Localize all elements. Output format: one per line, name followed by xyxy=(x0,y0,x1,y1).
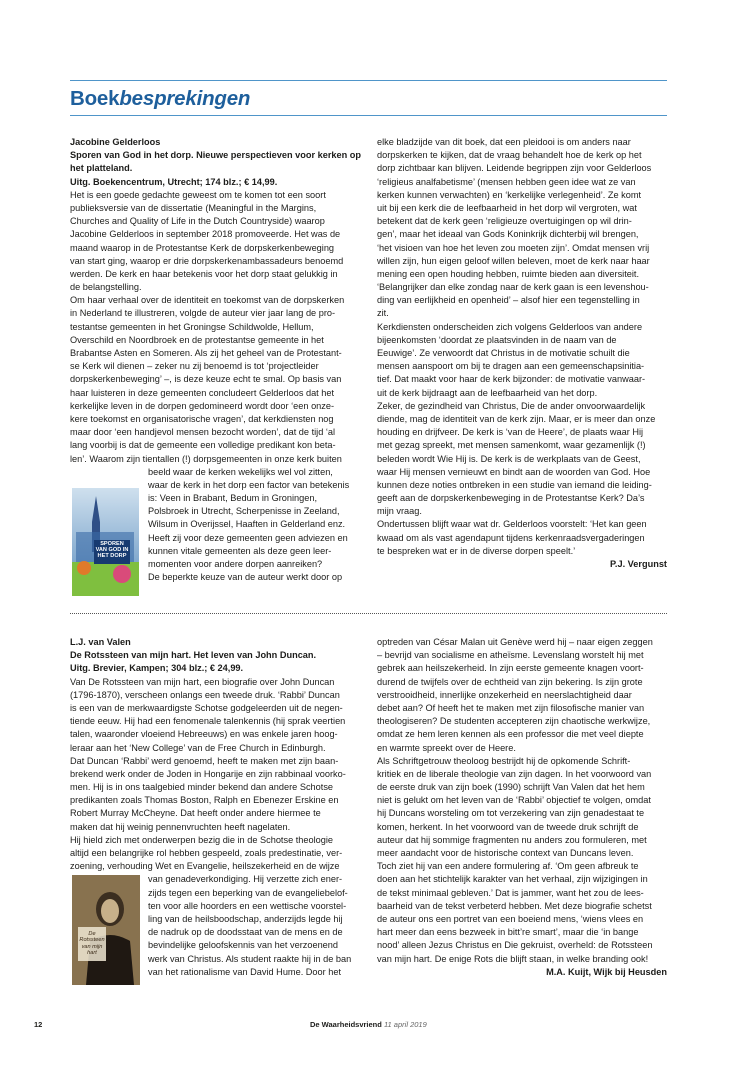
text-line: te bespreken wat er in de diverse dorpen speelt.’ xyxy=(377,545,576,556)
text-line: Brabantse Asten en Someren. Als zij het geheel van de Protestant- xyxy=(70,348,342,358)
text-line: Als Schriftgetrouw theoloog bestrijdt hij de opkomende Schrift- xyxy=(377,755,631,766)
text-line: altijd een belangrijke rol hebben gespeeld, zoals predestinatie, ver- xyxy=(70,848,343,858)
text-line: Wilsum in Overijssel, Haaften in Gelderland enz. xyxy=(148,519,346,530)
review2-cover-art xyxy=(72,875,140,985)
text-line: houding en drijfveer. De kerk is ‘van de Heere’, de plaats waar Hij xyxy=(377,427,644,438)
text-line: de tekst minimaal gebleven.’ Dat is jammer, want het zou de lees- xyxy=(377,887,644,898)
text-line: L.J. van Valen xyxy=(70,637,131,647)
text-line: gebrek aan heilszekerheid. In zijn eerste gemeente knagen voort- xyxy=(377,663,644,674)
text-line: dorpskerken te kijken, dat de vraag behandelt hoe de kerk op het xyxy=(377,150,642,161)
text-line: optreden van César Malan uit Genève werd hij – naar eigen zeggen xyxy=(377,637,653,647)
header-rule-bottom xyxy=(70,115,667,116)
text-line: werk van Christus. Als student raakte hij in de ban xyxy=(148,953,352,964)
text-line: uit de kerk bijdraagt aan de leefbaarheid van het dorp. xyxy=(377,387,598,398)
text-line: men. Hij is in ons taalgebied minder bekend dan andere Schotse xyxy=(70,782,334,793)
review2-book-cover xyxy=(72,875,140,985)
text-line: nood’ alleen Jezus Christus en Die gekruist, overheld: de Rotssteen xyxy=(377,940,653,951)
text-line: Polsbroek in Utrecht, Scherpenisse in Zeeland, xyxy=(148,506,340,517)
text-line: talen, waaronder vloeiend Hebreeuws) en was enkele jaren hoog- xyxy=(70,729,338,740)
text-line: Toch ziet hij van een andere formulering af. ‘Om geen afbreuk te xyxy=(377,861,639,872)
text-line: van start ging, waarop er drie dorpskerkenambassadeurs benoemd xyxy=(70,255,344,266)
text-line: ‘Belangrijker dan elke zondag naar de kerk gaan is een levenshou- xyxy=(377,282,649,293)
text-line: ding van eerlijkheid en openheid’ – alsof hier een tegenstelling in xyxy=(377,295,640,306)
text-line: kerken kunnen verwachten) en ‘kerkelijke verlegenheid’. Ze komt xyxy=(377,189,642,200)
text-line: in Nederland te illustreren, volgde de auteur vier jaar lang de pro- xyxy=(70,308,336,319)
text-line: bevindelijke geloofskennis van het verzoenend xyxy=(148,940,339,951)
text-line: geeft aan de dorpskerkenbeweging in de Protestantse Kerk? Da’s xyxy=(377,493,645,504)
text-line: het platteland. xyxy=(70,163,133,174)
review1-column-right xyxy=(377,136,667,571)
text-line: hart meer dan eens bezweek in bitt’re smart’, maar die ‘in bange xyxy=(377,927,639,938)
text-line: en warmte spreekt over de Heere. xyxy=(377,742,516,753)
text-line: brekend werk onder de Joden in Hongarije en zijn rabbinaal voorko- xyxy=(70,768,346,779)
text-line: M.A. Kuijt, Wijk bij Heusden xyxy=(546,966,667,977)
text-line: Ondertussen blijft waar wat dr. Gelderloos voorstelt: ‘Het kan geen xyxy=(377,519,647,530)
text-line: gen’, maar het ideaal van Gods Koninkrijk dichterbij wil brengen, xyxy=(377,229,639,240)
text-line: is: Veen in Brabant, Bedum in Groningen, xyxy=(148,493,318,504)
text-line: Van De Rotssteen van mijn hart, een biografie over John Duncan xyxy=(70,676,335,687)
text-line: Zeker, de gezindheid van Christus, Die de ander onvoorwaardelijk xyxy=(377,400,646,411)
section-divider xyxy=(70,613,667,614)
text-line: testantse gemeenten in het Groningse Schildwolde, Hellum, xyxy=(70,321,314,332)
text-line: lang voorbij is dat de gemeente een volledige predikant kon beta- xyxy=(70,440,336,451)
text-line: elke bladzijde van dit boek, dat een pleidooi is om anders naar xyxy=(377,137,631,147)
text-line: bijeenkomsten ‘doordat ze plaatsvinden in de naam van de xyxy=(377,334,617,345)
text-line: kere toekomst en organisatorische vragen’, dat kerkdiensten nog xyxy=(70,413,334,424)
text-line: Robert Murray McCheyne. Dat heeft onder andere hiermee te xyxy=(70,808,321,819)
text-line: Eeuwige’. Ze verwoordt dat Christus in de motivatie schuilt die xyxy=(377,348,630,358)
text-line: mensen aanspoort om bij te dragen aan een gemeenschapsinitia- xyxy=(377,361,645,372)
text-line: haar luisteren in deze gemeenten concludeert Gelderloos dat het xyxy=(70,387,335,398)
text-line: de auteur ons een portret van een boeiend mens, ‘wiens vlees en xyxy=(377,913,644,924)
text-line: omdat ze hem leren kennen als een professor die met veel diepte xyxy=(377,729,644,740)
page-number: 12 xyxy=(34,1020,43,1029)
text-line: Overschild en Noordbroek en de protestantse gemeente in het xyxy=(70,334,324,345)
text-line: len’. Waarom zijn tientallen (!) dorpsgemeenten in onze kerk buiten xyxy=(70,453,342,464)
publication-name: De Waarheidsvriend xyxy=(310,1020,382,1029)
text-line: Dat Duncan ‘Rabbi’ werd genoemd, heeft te maken met zijn baan- xyxy=(70,755,339,766)
text-line: Jacobine Gelderloos xyxy=(70,137,161,147)
text-line: betekent dat de kerk geen ‘religieuze overtuigingen op wil drin- xyxy=(377,216,632,227)
text-line: van mijn hart. De enige Rots die blijft staan, in welke branding ook! xyxy=(377,953,649,964)
text-line: ‘het visioen van hoe het leven zou moeten zijn’. Omdat mensen vrij xyxy=(377,242,650,253)
review1-cover-title: SPOREN VAN GOD IN HET DORP xyxy=(95,541,129,560)
text-line: predikanten zoals Thomas Boston, Ralph en Ebenezer Erskine en xyxy=(70,795,339,806)
text-line: De Rotssteen van mijn hart. Het leven van John Duncan. xyxy=(70,650,317,661)
text-line: dorp zichtbaar kan blijven. Leidende begrippen zijn voor Gelderloos xyxy=(377,163,652,174)
text-line: doen aan het stichtelijk karakter van het verhaal, zijn wijzigingen in xyxy=(377,874,648,885)
text-line: publieksversie van de dissertatie (Meaningful in the Margins, xyxy=(70,202,317,213)
text-line: mening een open houding hebben, ruimte bieden aan diversiteit. xyxy=(377,268,640,279)
text-line: de belangstelling. xyxy=(70,282,142,293)
text-line: De beperkte keuze van de auteur werkt door op xyxy=(148,572,343,583)
text-line: zit. xyxy=(377,308,389,319)
text-line: dorpskerkenbeweging’ –, is deze keuze echt te smal. Op basis van xyxy=(70,374,342,385)
text-line: komen, herkent. In het voorwoord van de tweede druk schrijft de xyxy=(377,821,639,832)
text-line: waar de kerk in het dorp een factor van betekenis xyxy=(148,479,350,490)
text-line: zijds tegen een beperking van de evangeliebelof- xyxy=(148,887,348,898)
header-rule-top xyxy=(70,80,667,81)
text-line: se Kerk wil dienen – zeker nu zij benoemd is tot ‘projectleider xyxy=(70,361,319,372)
text-line: P.J. Vergunst xyxy=(609,559,667,569)
text-line: waar Hij mensen vernieuwt en bindt aan de woorden van God. Hoe xyxy=(377,466,651,477)
text-line: Uitg. Brevier, Kampen; 304 blz.; € 24,99. xyxy=(70,663,244,674)
text-line: Kerkdiensten onderscheiden zich volgens Gelderloos van andere xyxy=(377,321,643,332)
text-line: zoening, verhouding Wet en Evangelie, heilszekerheid en de wijze xyxy=(70,861,340,872)
text-line: diende, mag de identiteit van de kerk zijn. Maar, er is meer dan onze xyxy=(377,413,656,424)
text-line: ‘religieus analfabetisme’ (mensen hebben geen idee wat ze van xyxy=(377,176,636,187)
text-line: debet aan? Of heeft het te maken met zijn filosofische manier van xyxy=(377,702,645,713)
text-line: kunnen vitale gemeenten als deze geen leer- xyxy=(148,545,332,556)
review2-column-right xyxy=(377,636,667,979)
publication-date: 11 april 2019 xyxy=(383,1020,427,1029)
text-line: is een van de merkwaardigste Schotse godgeleerden uit de negen- xyxy=(70,702,343,713)
text-line: Churches and Quality of Life in the Dutch Countryside) waarop xyxy=(70,216,325,227)
text-line: van het rationalisme van David Hume. Door het xyxy=(148,966,342,977)
text-line: willen zijn, hun eigen geloof willen beleven, moet de kerk naar haar xyxy=(377,255,650,266)
text-line: leraar aan het ‘New College’ van de Free Church in Edinburgh. xyxy=(70,742,326,753)
text-line: Hij hield zich met onderwerpen bezig die in de Schotse theologie xyxy=(70,834,334,845)
text-line: kwaad om als vast agendapunt tijdens kerkenraadsvergaderingen xyxy=(377,532,645,543)
footer-publication xyxy=(310,1020,427,1030)
text-line: met gezag spreekt, met mensen samenkomt, waar gezamenlijk (!) xyxy=(377,440,646,451)
text-line: werden. De kerk en haar betekenis voor het dorp staat gelukkig in xyxy=(70,268,338,279)
text-line: Het is een goede gedachte geweest om te komen tot een soort xyxy=(70,189,326,200)
text-line: maar door ‘een handjevol mensen bezocht worden’, dat de tijd ‘al xyxy=(70,427,336,438)
text-line: tiende eeuw. Hij had een fenomenale talenkennis (hij sprak veertien xyxy=(70,716,346,727)
text-line: beleden wordt Wie Hij is. De kerk is de werkplaats van de Geest, xyxy=(377,453,641,464)
text-line: verstrooidheid, innerlijke onzekerheid en neerslachtigheid daar xyxy=(377,689,632,700)
text-line: ling van de heilsboodschap, anderzijds legde hij xyxy=(148,913,343,924)
text-line: tief. Dat maakt voor haar de kerk bijzonder: de motivatie vanwaar- xyxy=(377,374,646,385)
text-line: Uitg. Boekencentrum, Utrecht; 174 blz.; € 14,99. xyxy=(70,176,278,187)
text-line: auteur dat hij sommige fragmenten nu anders zou formuleren, met xyxy=(377,834,647,845)
text-line: meer aandacht voor de historische context van Duncans leven. xyxy=(377,848,634,858)
text-line: baarheid van de tekst verbeterd hebben. Met deze biografie schetst xyxy=(377,900,652,911)
text-line: Heeft zij voor deze gemeenten geen adviezen en xyxy=(148,532,348,543)
text-line: kerkelijke leven in de dorpen gedomineerd wordt door ‘een onze- xyxy=(70,400,335,411)
text-line: Om haar verhaal over de identiteit en toekomst van de dorpskerken xyxy=(70,295,345,306)
text-line: van genadeverkondiging. Hij verzette zich ener- xyxy=(148,874,343,885)
text-line: – bevrijd van socialisme en atheïsme. Levenslang worstelt hij met xyxy=(377,650,644,661)
text-line: de eerste druk van zijn boek (1990) schrijft Van Valen dat het hem xyxy=(377,782,645,793)
text-line: maken dat hij weinig pennenvruchten heeft nagelaten. xyxy=(70,821,291,832)
text-line: Jacobine Gelderloos in september 2018 promoveerde. Het was de xyxy=(70,229,341,240)
text-line: Sporen van God in het dorp. Nieuwe perspectieven voor kerken op xyxy=(70,150,362,161)
text-line: hij Duncans worsteling om tot verzekering van zijn genadestaat te xyxy=(377,808,645,819)
text-line: momenten voor andere dorpen aanreiken? xyxy=(148,559,323,569)
text-line: maand waarop in de Protestantse Kerk de dorpskerkenbeweging xyxy=(70,242,335,253)
text-line: beeld waar de kerken wekelijks wel vol zitten, xyxy=(148,466,333,477)
review1-book-cover xyxy=(72,488,139,596)
review2-cover-title: De Rotssteen van mijn hart xyxy=(79,931,105,957)
text-line: kritiek en de liberale theologie van zijn dagen. In het voorwoord van xyxy=(377,768,652,779)
section-title-bold: Boek xyxy=(70,87,120,110)
text-line: niet is gelukt om het leven van de ‘Rabbi’ objectief te volgen, omdat xyxy=(377,795,651,806)
text-line: ten voor alle hoorders en een wettische voorstel- xyxy=(148,900,347,911)
text-line: uit bij een kerk die de leefbaarheid in het dorp wil vergroten, wat xyxy=(377,202,637,213)
section-title-italic: besprekingen xyxy=(119,87,251,110)
text-line: durend de twijfels over de echtheid van zijn bekering. Is zijn grote xyxy=(377,676,643,687)
text-line: theologiseren? De studenten accepteren zijn chaotische werkwijze, xyxy=(377,716,651,727)
text-line: (1796-1870), verscheen onlangs een tweede druk. ‘Rabbi’ Duncan xyxy=(70,689,340,700)
text-line: kunnen deze noties ontbreken in een studie van iemand die leiding- xyxy=(377,479,652,490)
text-line: mijn vraag. xyxy=(377,506,422,517)
text-line: de nadruk op de doodsstaat van de mens en de xyxy=(148,927,343,938)
section-title xyxy=(70,86,250,112)
